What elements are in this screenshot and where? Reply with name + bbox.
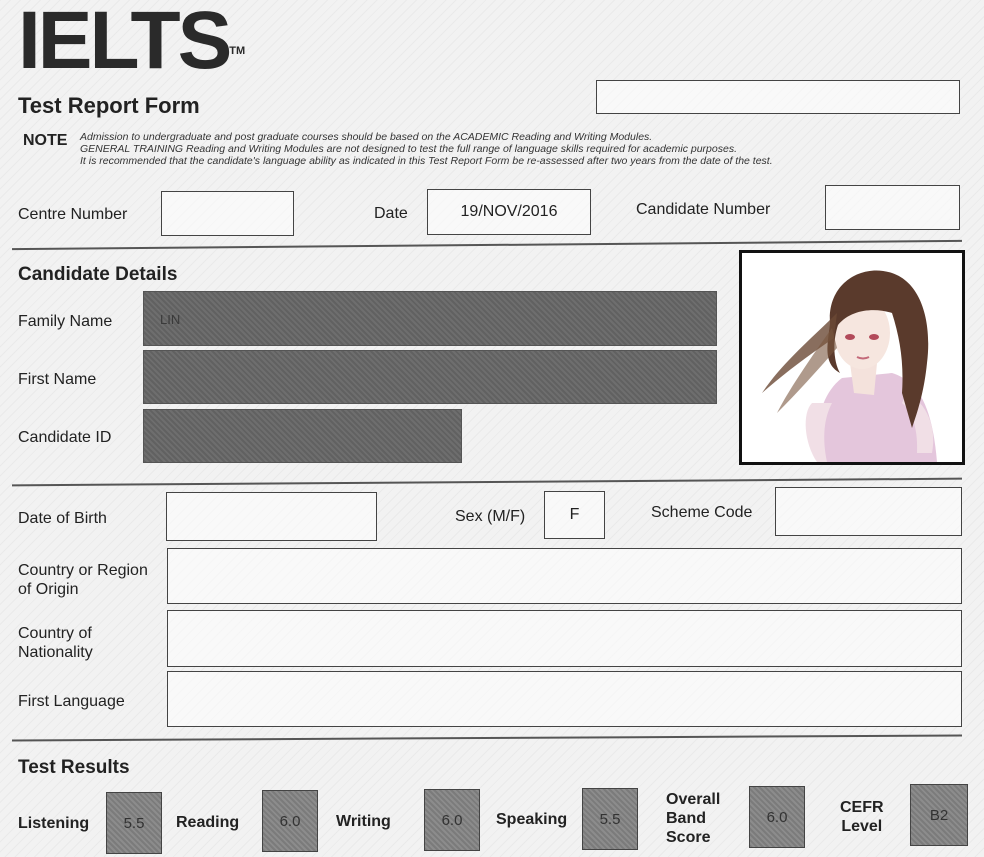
family-name-label: Family Name [18,313,113,330]
country-origin-label [18,561,148,599]
cefr-label-line: CEFR [840,799,884,816]
country-origin-field [167,548,962,604]
candidate-details-title: Candidate Details [18,264,178,285]
candidate-number-label: Candidate Number [636,201,771,218]
country-nationality-label-line: Nationality [18,644,93,661]
reading-label: Reading [176,814,240,831]
country-nationality-label-line: Country of [18,625,92,642]
first-language-field [167,671,962,727]
overall-band-score: 6.0 [749,786,805,848]
form-title: Test Report Form [18,93,200,118]
cefr-level: B2 [910,784,968,846]
date-field: 19/NOV/2016 [427,189,591,235]
first-language-label: First Language [18,693,125,710]
divider [12,240,962,250]
candidate-photo-illustration [742,253,962,462]
candidate-number-field [825,185,960,230]
note-line: Admission to undergraduate and post graduate courses should be based on the ACADEMIC Reading and Writing Modules. [80,131,653,143]
form-reference-box [596,80,960,114]
overall-band-score-label [666,790,720,847]
centre-number-field [161,191,294,236]
overall-label-line: Score [666,829,711,846]
speaking-score: 5.5 [582,788,638,850]
ielts-logo: IELTS™ [18,0,246,86]
overall-label-line: Band [666,810,706,827]
writing-label: Writing [336,813,391,830]
scheme-code-label: Scheme Code [651,504,753,521]
candidate-id-label: Candidate ID [18,429,112,446]
note-line: GENERAL TRAINING Reading and Writing Modules are not designed to test the full range of language skills required for academic purposes. [80,143,737,155]
note-label: NOTE [23,132,68,149]
note-line: It is recommended that the candidate's language ability as indicated in this Test Report Form be re-assessed after two years from the date of the test. [80,155,773,167]
date-of-birth-label: Date of Birth [18,510,107,527]
listening-label: Listening [18,815,90,832]
divider [12,478,962,487]
centre-number-label: Centre Number [18,206,128,223]
writing-score: 6.0 [424,789,480,851]
listening-score: 5.5 [106,792,162,854]
overall-label-line: Overall [666,791,721,808]
cefr-level-label [840,798,884,836]
country-nationality-field [167,610,962,667]
country-origin-label-line: Country or Region [18,562,148,579]
test-results-title: Test Results [18,757,130,778]
candidate-photo [739,250,965,465]
sex-label: Sex (M/F) [455,508,526,525]
note-text [80,131,920,167]
sex-field: F [544,491,605,539]
country-origin-label-line: of Origin [18,581,79,598]
speaking-label: Speaking [496,811,568,828]
family-name-field [143,291,717,346]
first-name-label: First Name [18,371,97,388]
scheme-code-field [775,487,962,536]
trademark-mark: TM [229,45,246,57]
country-nationality-label [18,624,93,662]
candidate-id-field-redacted [143,409,462,463]
family-name-value: LIN [160,312,181,327]
cefr-label-line: Level [841,818,883,835]
divider [12,735,962,742]
date-label: Date [374,205,408,222]
first-name-field-redacted [143,350,717,404]
reading-score: 6.0 [262,790,318,852]
date-of-birth-field [166,492,377,541]
